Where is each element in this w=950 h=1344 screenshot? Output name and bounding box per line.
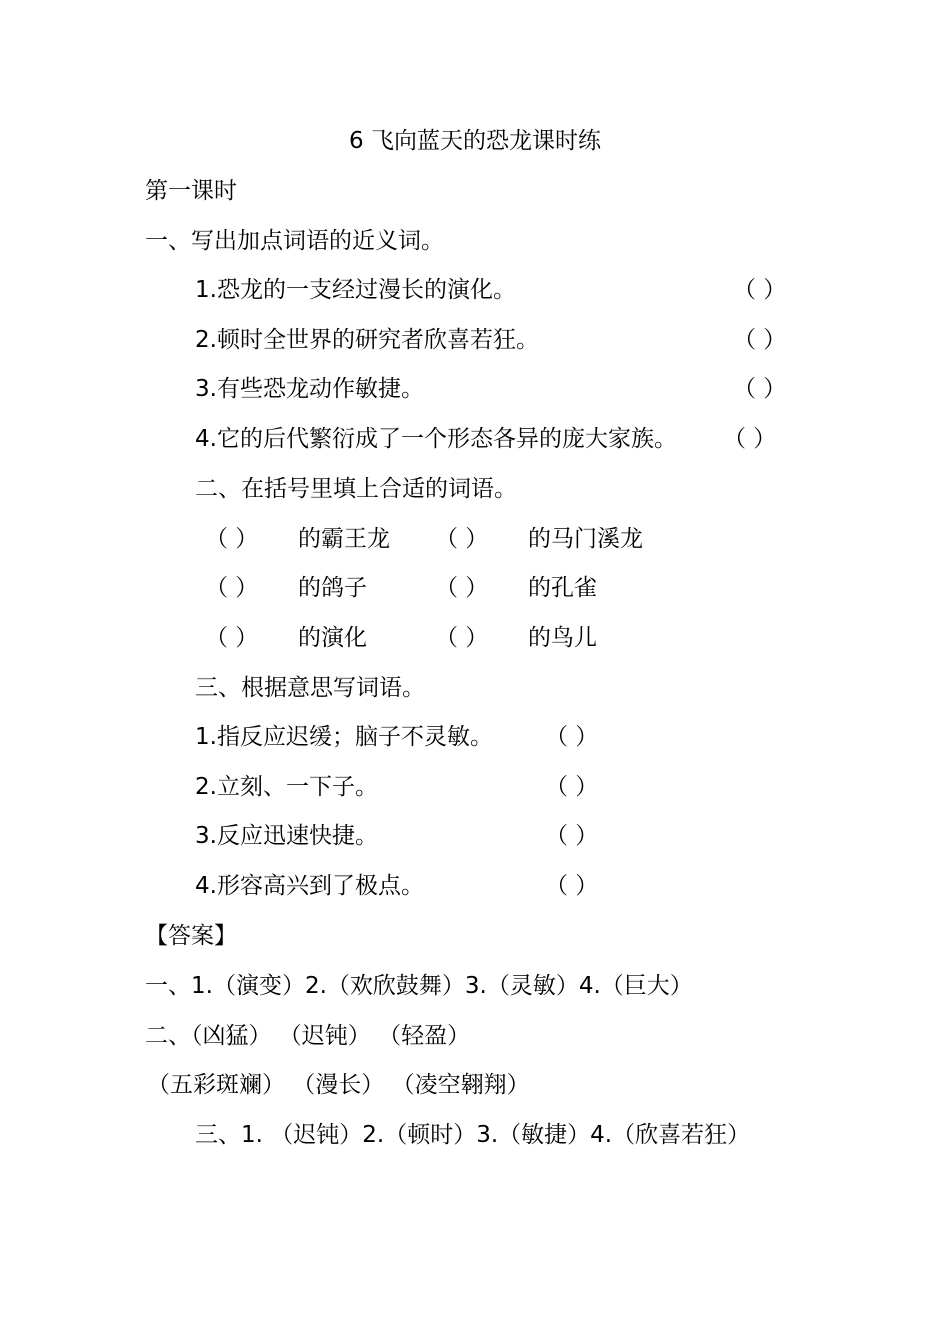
fill-blank: （ ）: [205, 625, 259, 651]
answer-blank: （ ）: [723, 426, 777, 452]
answer-blank: （ ）: [733, 376, 787, 402]
section1-item-2: 2.顿时全世界的研究者欣喜若狂。: [195, 327, 539, 353]
phrase-text: 的鸟儿: [528, 625, 597, 651]
section1-item-4: 4.它的后代繁衍成了一个形态各异的庞大家族。: [195, 426, 677, 452]
answers-line-2: 二、（凶猛） （迟钝） （轻盈）: [145, 1023, 471, 1049]
section1-item-3: 3.有些恐龙动作敏捷。: [195, 376, 424, 402]
section3-item-2: 2.立刻、一下子。: [195, 774, 378, 800]
phrase-text: 的鸽子: [298, 575, 367, 601]
lesson-label: 第一课时: [145, 178, 237, 204]
section3-heading: 三、根据意思写词语。: [195, 675, 425, 701]
section3-item-1: 1.指反应迟缓；脑子不灵敏。: [195, 724, 493, 750]
phrase-text: 的马门溪龙: [528, 526, 643, 552]
section1-item-1: 1.恐龙的一支经过漫长的演化。: [195, 277, 516, 303]
answer-blank: （ ）: [545, 823, 599, 849]
answers-line-4: 三、1. （迟钝）2.（顿时）3.（敏捷）4.（欣喜若狂）: [195, 1122, 751, 1148]
fill-blank: （ ）: [435, 526, 489, 552]
answers-line-1: 一、1.（演变）2.（欢欣鼓舞）3.（灵敏）4.（巨大）: [145, 973, 693, 999]
fill-blank: （ ）: [435, 625, 489, 651]
answers-line-3: （五彩斑斓） （漫长） （凌空翱翔）: [147, 1072, 530, 1098]
page-title: 6 飞向蓝天的恐龙课时练: [349, 128, 601, 154]
answer-blank: （ ）: [733, 327, 787, 353]
answer-blank: （ ）: [545, 724, 599, 750]
answers-heading: 【答案】: [145, 923, 237, 949]
phrase-text: 的孔雀: [528, 575, 597, 601]
answer-blank: （ ）: [733, 277, 787, 303]
fill-blank: （ ）: [435, 575, 489, 601]
phrase-text: 的演化: [298, 625, 367, 651]
section3-item-3: 3.反应迅速快捷。: [195, 823, 378, 849]
section1-heading: 一、写出加点词语的近义词。: [145, 228, 444, 254]
section2-heading: 二、在括号里填上合适的词语。: [195, 476, 517, 502]
phrase-text: 的霸王龙: [298, 526, 390, 552]
answer-blank: （ ）: [545, 873, 599, 899]
fill-blank: （ ）: [205, 526, 259, 552]
answer-blank: （ ）: [545, 774, 599, 800]
fill-blank: （ ）: [205, 575, 259, 601]
section3-item-4: 4.形容高兴到了极点。: [195, 873, 424, 899]
